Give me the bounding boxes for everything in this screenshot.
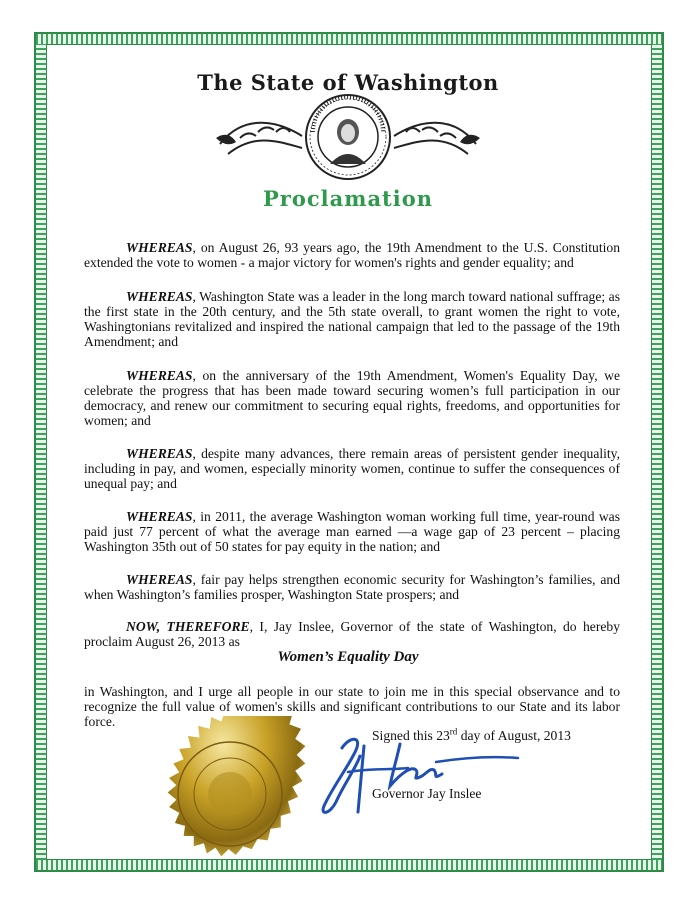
signed-suffix: day of August, 2013 [457, 728, 571, 743]
paragraph-text: , despite many advances, there remain areas of persistent gender inequality, including in pay, and women, especially minority women, continue to suffer the consequences of unequal pay; and [84, 446, 620, 491]
paragraph-text: , Washington State was a leader in the long march toward national suffrage; as the first state in the 20th century, and the 5th state overall, to grant women the right to vote, Washingtonians revitalized and inspired the national campaign that led to the passage of the 19th Amendment; and [84, 289, 620, 349]
paragraph-lead: WHEREAS [126, 368, 193, 383]
paragraph-lead: WHEREAS [126, 240, 193, 255]
whereas-paragraph-3 [84, 368, 620, 428]
proclamation-title: Proclamation [262, 186, 433, 211]
whereas-paragraph-5 [84, 509, 620, 554]
washington-state-seal-icon [210, 92, 486, 182]
state-seal-banner [210, 92, 486, 182]
whereas-paragraph-2 [84, 289, 620, 349]
governor-name: Governor Jay Inslee [372, 786, 482, 801]
whereas-paragraph-6 [84, 572, 620, 602]
now-therefore-paragraph [84, 619, 620, 649]
paragraph-lead: WHEREAS [126, 509, 193, 524]
paragraph-lead: WHEREAS [126, 289, 193, 304]
governor-signature [312, 728, 522, 820]
paragraph-lead: WHEREAS [126, 572, 193, 587]
paragraph-text: , on August 26, 93 years ago, the 19th Amendment to the U.S. Constitution extended the vote to women - a major victory for women's rights and gender equality; and [84, 240, 620, 270]
closing-paragraph: in Washington, and I urge all people in our state to join me in this special observance and to recognize the full value of women's skills and significant contributions to our State and its labor force. [84, 684, 620, 729]
whereas-paragraph-4 [84, 446, 620, 491]
state-heading: The State of Washington [197, 70, 499, 95]
observance-title: Women’s Equality Day [277, 649, 419, 665]
gold-foil-seal-icon [152, 716, 308, 872]
paragraph-lead: NOW, THEREFORE [126, 619, 250, 634]
whereas-paragraph-1 [84, 240, 620, 270]
paragraph-text: , on the anniversary of the 19th Amendment, Women's Equality Day, we celebrate the progress that has been made toward securing women’s full participation in our democracy, and renew our commitment to securing equal rights, freedoms, and opportunities for women; and [84, 368, 620, 428]
paragraph-lead: WHEREAS [126, 446, 193, 461]
signed-prefix: Signed this 23 [372, 728, 450, 743]
signed-suffix-ordinal: rd [449, 726, 458, 737]
paragraph-text: , I, Jay Inslee, Governor of the state of Washington, do hereby proclaim August 26, 2013 as [84, 619, 620, 649]
paragraph-text: , fair pay helps strengthen economic security for Washington’s families, and when Washington’s families prosper, Washington State prospers; and [84, 572, 620, 602]
paragraph-text: , in 2011, the average Washington woman working full time, year-round was paid just 77 percent of what the average man earned —a wage gap of 23 percent – placing Washington 35th out of 50 states for pay equity in the nation; and [84, 509, 620, 554]
